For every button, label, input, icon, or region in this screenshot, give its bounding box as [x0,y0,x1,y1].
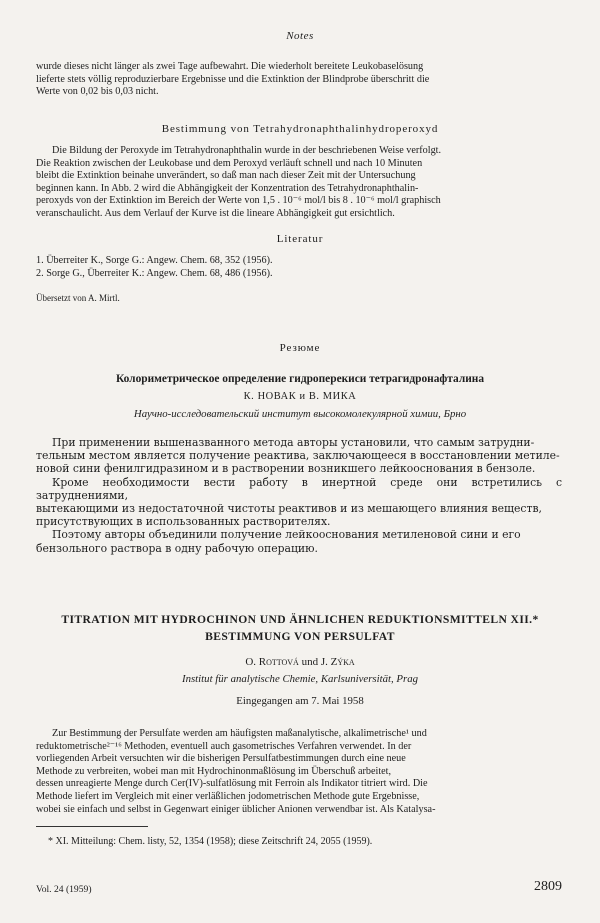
text-line: Поэтому авторы объединили получение лейкооснования метиленовой сини и его [52,528,521,542]
text-line: Die Reaktion zwischen der Leukobase und dem Peroxyd verläuft schnell und nach 10 Minuten [36,157,423,169]
text-line: lieferte stets völlig reproduzierbare Ergebnisse und die Extinktion der Blindprobe überschritt die [36,73,430,85]
volume-label: Vol. 24 (1959) [36,884,92,895]
text-line: bleibt die Extinktion beinahe unverändert, so daß man nach dieser Zeit mit der Untersuchung [36,170,416,182]
author-name: J. Zýka [320,656,355,668]
text-line: бензольного раствора в одну рабочую операцию. [36,541,318,555]
footnote: * XI. Mitteilung: Chem. listy, 52, 1354 (1958); diese Zeitschrift 24, 2055 (1959). [48,836,373,847]
text-line: При применении вышеназванного метода авторы установили, что самым затрудни- [52,436,535,449]
russian-summary [36,436,562,555]
author-name: O. Rottová [245,656,299,668]
reference-item: 1. Überreiter K., Sorge G.: Angew. Chem. 68, 352 (1956). [36,255,273,266]
text-line: reduktometrische²⁻¹⁶ Methoden, eventuell auch gasometrisches Verfahren verwendet. In der [36,740,412,752]
article-title-line: TITRATION MIT HYDROCHINON UND ÄHNLICHEN REDUKTIONSMITTELN XII.* [61,613,539,626]
page-number: 2809 [534,879,562,894]
text-line: veranschaulicht. Aus dem Verlauf der Kurve ist die lineare Abhängigkeit gut ersichtlich. [36,207,395,219]
text-line: Die Bildung der Peroxyde im Tetrahydronaphthalin wurde in der beschriebenen Weise verfolgt. [52,145,442,156]
article-title [0,611,600,645]
text-line: wurde dieses nicht länger als zwei Tage aufbewahrt. Die wiederholt bereitete Leukobaselösung [36,61,424,72]
author-joiner: und [301,656,319,668]
article-authors [0,656,600,668]
article-title-line: BESTIMMUNG VON PERSULFAT [205,630,395,643]
article-institute: Institut für analytische Chemie, Karlsuniversität, Prag [181,673,419,685]
text-line: тельным местом является получение реактива, заключающееся в восстановлении метиле- [36,449,560,463]
text-line: Кроме необходимости вести работу в инертной среде они встретились с затруднениями, [36,475,562,502]
text-line: Methode zu verbreiten, wobei man mit Hydrochinonmaßlösung im Überschuß arbeitet, [36,765,392,777]
reference-list [36,255,562,280]
text-line: новой сини фенилгидразином и в растворении возникшего лейкооснования в бензоле. [36,462,536,476]
text-line: peroxyds von der Extinktion im Bereich der Werte von 1,5 . 10⁻⁶ mol/l bis 8 . 10⁻⁶ mol/l graphisch [36,195,441,207]
text-line: Werte von 0,02 bis 0,03 nicht. [36,86,159,98]
received-date: Eingegangen am 7. Mai 1958 [236,695,364,707]
text-line: Zur Bestimmung der Persulfate werden am häufigsten maßanalytische, alkalimetrische¹ und [52,728,427,739]
paragraph-continuation [36,61,562,99]
summary-heading-russian: Резюме [279,342,321,354]
running-header: Notes [286,30,314,42]
text-line: beginnen kann. In Abb. 2 wird die Abhängigkeit der Konzentration des Tetrahydronaphthalin- [36,182,419,194]
paragraph-peroxyd [36,145,562,221]
russian-title: Колориметрическое определение гидроперекиси тетрагидронафталина [115,373,485,385]
text-line: vorliegenden Arbeit versuchten wir die bisherigen Persulfatbestimmungen durch eine neue [36,753,406,765]
text-line: присутствующих в использованных растворителях. [36,515,331,529]
footnote-rule [36,826,148,827]
literature-heading: Literatur [276,233,324,245]
reference-item: 2. Sorge G., Überreiter K.: Angew. Chem. 68, 486 (1956). [36,267,273,279]
article-intro-paragraph [36,728,562,816]
russian-authors: К. НОВАК и В. МИКА [243,391,357,402]
text-line: wobei sie einfach und selbst in Gegenwart einiger üblicher Anionen verwendbar ist. Als Katalysa- [36,803,436,815]
translator-note: Übersetzt von A. Mirtl. [36,293,120,303]
text-line: Methode liefert im Vergleich mit einer verläßlichen jodometrischen Methode gute Ergebnisse, [36,790,420,802]
section-heading-peroxyd: Bestimmung von Tetrahydronaphthalinhydroperoxyd [161,123,439,135]
text-line: вытекающими из недостаточной чистоты реактивов и из мешающего влияния веществ, [36,502,542,516]
text-line: dessen unreagierte Menge durch Cer(IV)-sulfatlösung mit Ferroin als Indikator titriert wird. Die [36,778,428,790]
russian-institute: Научно-исследовательский институт высокомолекулярной химии, Брно [133,408,467,420]
